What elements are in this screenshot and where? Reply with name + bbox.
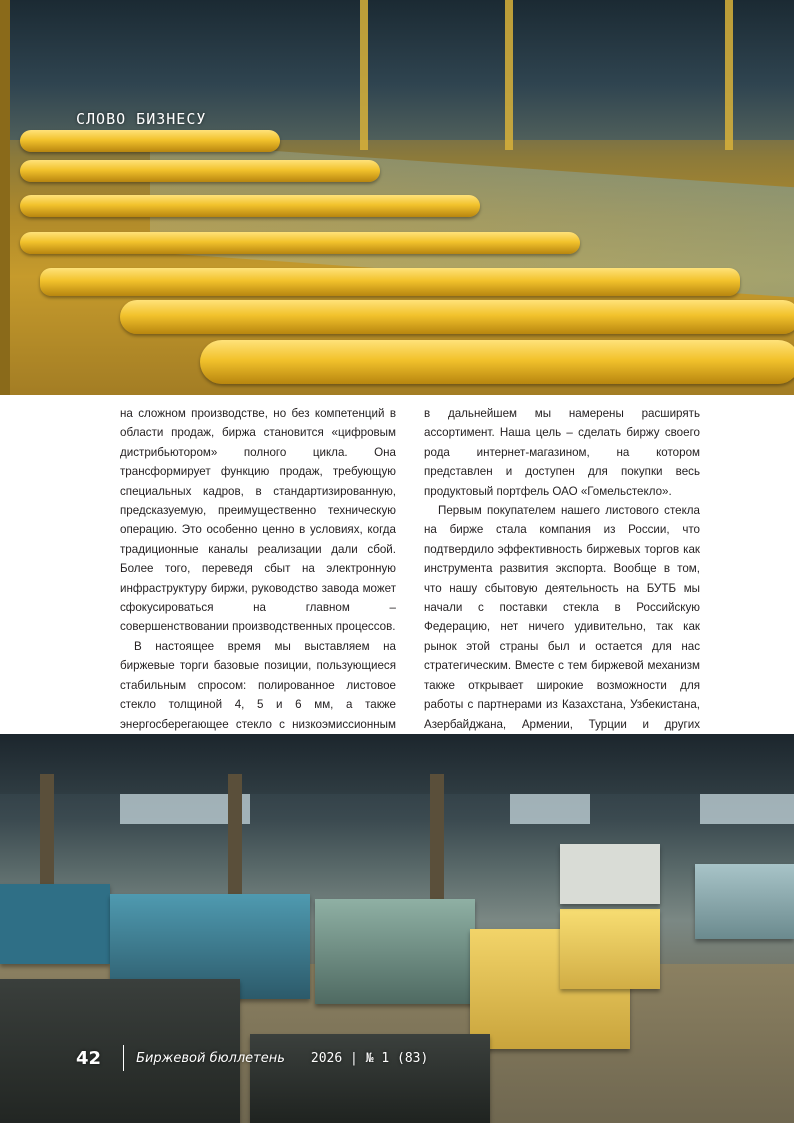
paragraph: Первым покупателем нашего листового стекла на бирже стала компания из России, что подтвердило эффективность биржевых торгов как инструмента развития экспорта. Вообще в том, что нашу сбытовую деятельность на БУТБ мы начали с поставки стекла в Российскую Федерацию, нет ничего удивительно, так как рынок этой страны был и остается для нас стратегическим. Вместе с тем биржевой механизм также открывает широкие возможности для работы с партнерами из Казахстана, Узбекистана, Азербайджана, Армении, Турции и других [424,504,700,731]
conveyor-roller [20,130,280,152]
conveyor-roller [200,340,794,384]
paragraph: на сложном производстве, но без компетенций в области продаж, биржа становится «цифровым дистрибьютором» полного цикла. Она трансформирует функцию продаж, требующую специальных кадров, в стандартизированную, предсказуемую, преимущественно техническую операцию. Это особенно ценно в условиях, когда традиционные каналы реализации дали сбой. Более того, переведя сбыт на электронную инфраструктуру биржи, руководство завода может сфокусироваться на главном – совершенствовании производственных процессов. [120,407,396,634]
conveyor-roller [20,195,480,217]
packed-glass-crate [560,909,660,989]
conveyor-roller [20,160,380,182]
support-beam [725,0,733,150]
footer-divider [123,1045,124,1071]
article-column-right [424,404,700,773]
conveyor-roller [20,232,580,254]
section-label: СЛОВО БИЗНЕСУ [76,110,207,128]
conveyor-roller [40,268,740,296]
paragraph: В настоящее время мы выставляем на биржевые торги базовые позиции, пользующиеся стабильным спросом: полированное листовое стекло толщиной 4, 5 и 6 мм, а также энергосберегающее стекло с низкоэмиссионным [120,639,396,731]
publication-name: Биржевой бюллетень [136,1050,285,1066]
page-footer [76,1045,428,1071]
glass-stack [315,899,475,1004]
frame-post [0,0,10,395]
warehouse-window [700,794,794,824]
top-photo-glass-conveyor [0,0,794,395]
glass-stack [0,884,110,964]
paragraph: в дальнейшем мы намерены расширять ассортимент. Наша цель – сделать биржу своего рода интернет-магазином, на котором представлен и доступен для покупки весь продуктовый портфель ОАО «Гомельстекло». [424,407,700,498]
support-beam [505,0,513,150]
truck [560,844,660,904]
warehouse-window [510,794,590,824]
glass-stack [695,864,794,939]
page-number: 42 [76,1047,102,1069]
warehouse-roof [0,734,794,794]
conveyor-roller [120,300,794,334]
issue-number: 2026 | № 1 (83) [310,1050,429,1066]
article-column-left [120,404,396,773]
support-beam [360,0,368,150]
